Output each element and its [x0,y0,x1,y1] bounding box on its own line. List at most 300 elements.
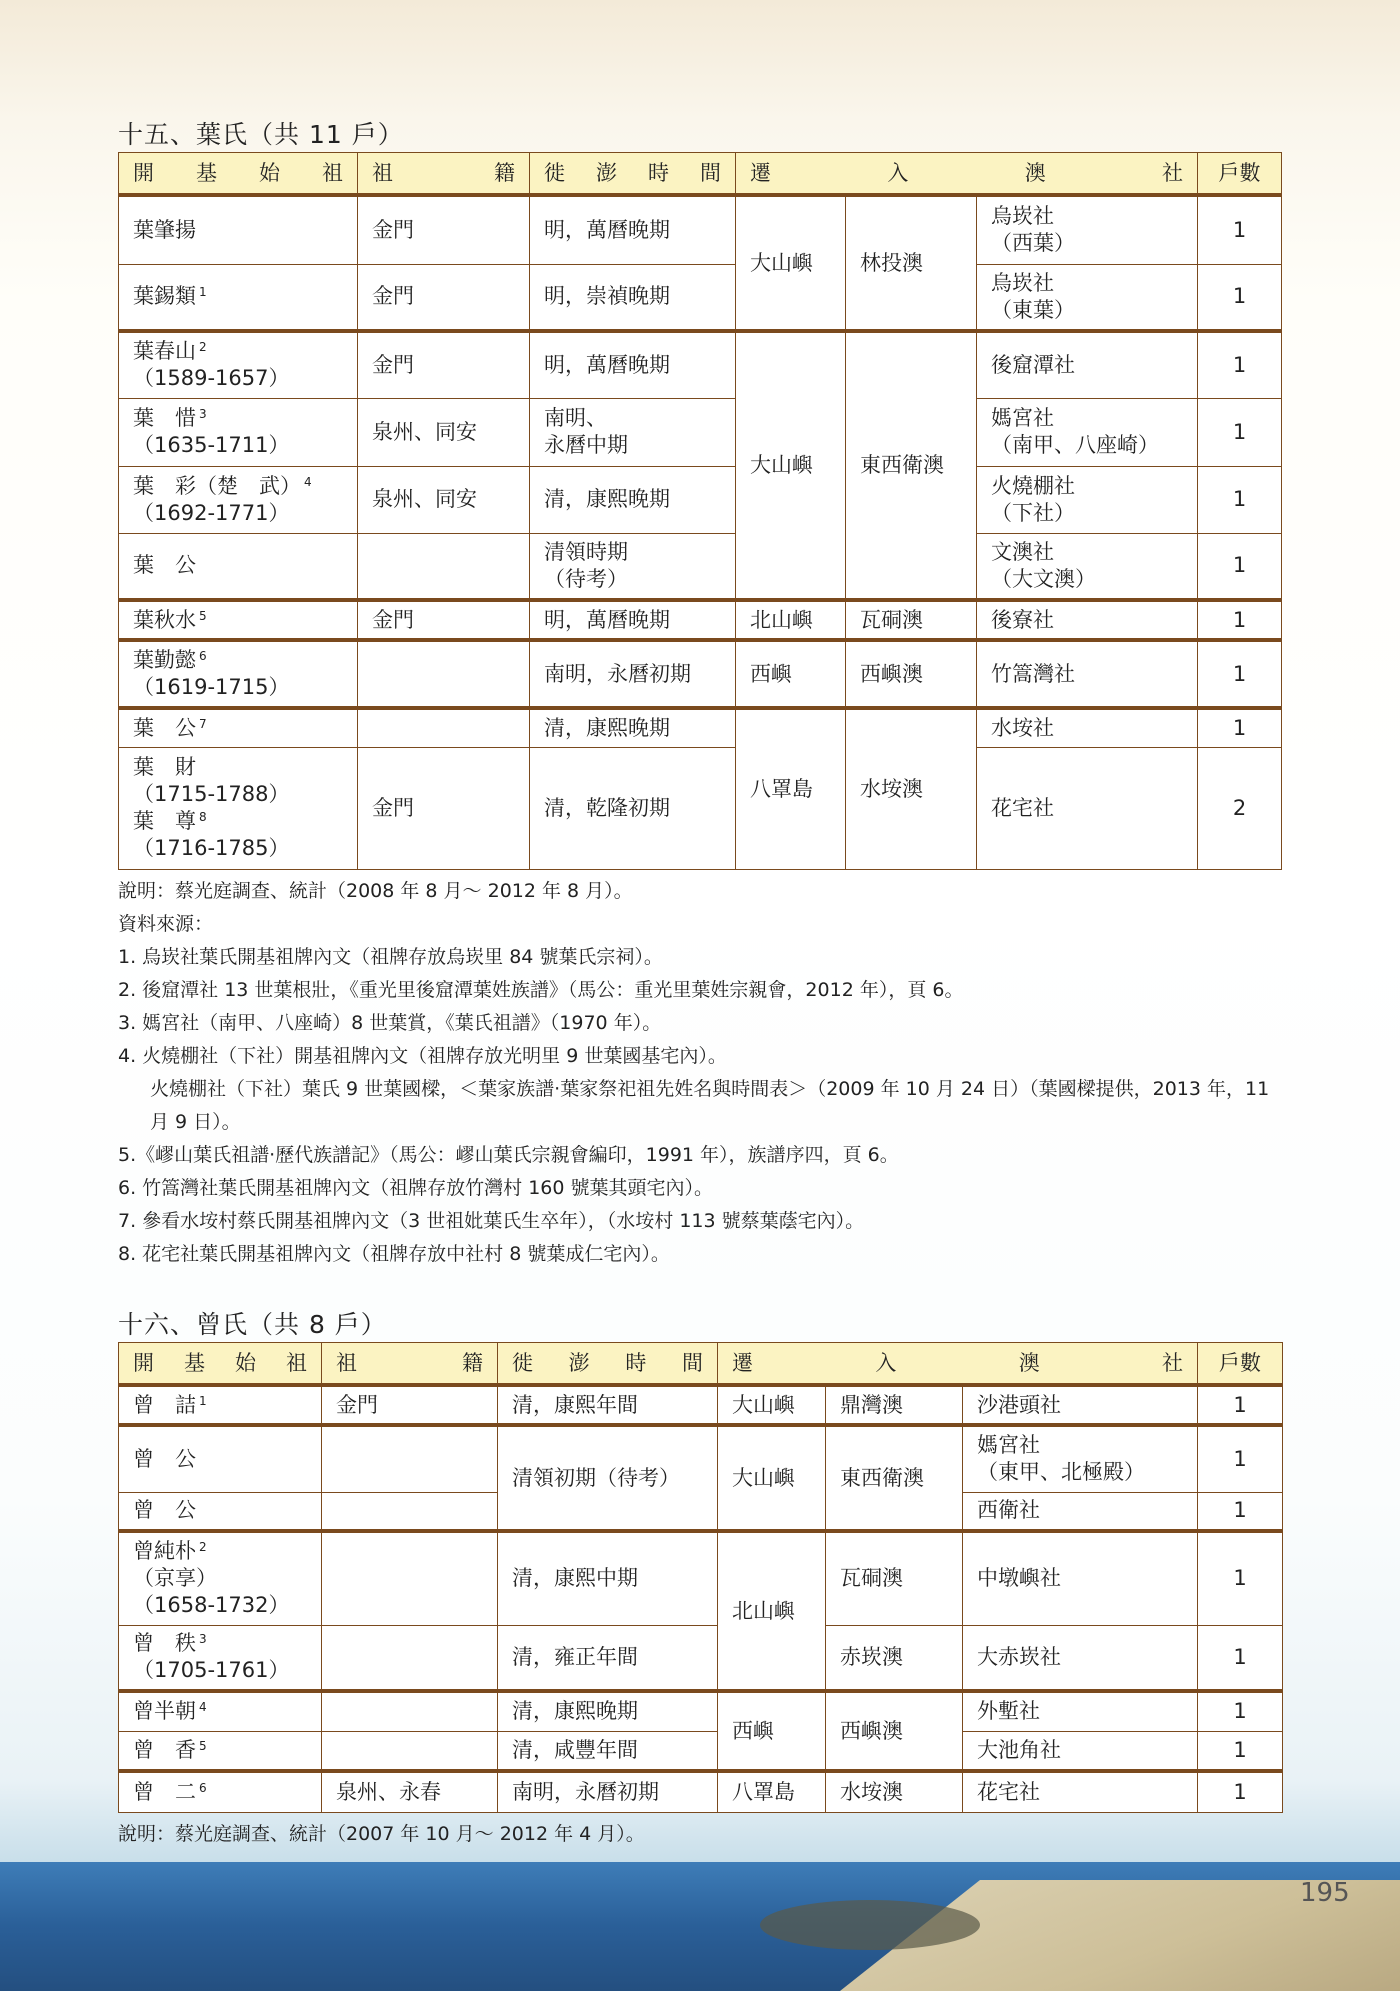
household-count [1198,1691,1283,1731]
cell-text: 西嶼 [732,1718,774,1743]
table-cell [322,1691,498,1731]
life-years: （1619-1715） [133,675,290,699]
table-cell [498,1691,718,1731]
founder-name [119,533,358,600]
table-cell [530,708,736,747]
cell-text: 南明、 永曆中期 [544,406,628,457]
header-char: 基 [196,160,217,185]
founder-name [119,1731,322,1771]
table-cell [718,1425,826,1531]
life-years: （1635-1711） [133,433,290,457]
table-cell [322,1771,498,1812]
cell-text: 後窟潭社 [991,352,1075,377]
table-cell [358,331,530,398]
table-row [119,1691,1283,1731]
cell-text: 1 [1233,1498,1247,1523]
header-char: 開 [133,160,154,185]
footnote-ref: 5 [199,1738,207,1753]
cell-text: 曾半朝 [133,1699,196,1724]
cell-text: 曾純朴 [133,1539,196,1564]
table-row [119,1731,1283,1771]
table-cell [530,195,736,264]
cell-text: 清，雍正年間 [512,1644,638,1669]
table-cell [977,331,1198,398]
cell-text: 2 [1232,795,1247,820]
header-char: 始 [235,1350,256,1375]
cell-text: 文澳社 （大文澳） [991,539,1096,591]
table-cell [736,640,846,708]
cell-text: 曾 香 [133,1737,196,1762]
table-cell [977,533,1198,600]
column-header [530,153,736,196]
cell-text: 竹篙灣社 [991,661,1075,686]
source-item: 4. 火燒棚社（下社）開基祖牌內文（祖牌存放光明里 9 世葉國基宅內）。 [118,1045,727,1067]
cell-text: 西嶼澳 [860,661,923,686]
table-cell [322,1531,498,1625]
cell-text: 瓦硐澳 [840,1566,903,1591]
footnote-ref: 3 [199,407,207,421]
cell-text: 1 [1233,1392,1247,1417]
header-char: 社 [1162,1350,1184,1375]
header-char: 祖 [322,160,343,185]
cell-text: 清領初期（待考） [512,1465,680,1490]
life-years: （1692-1771） [133,500,290,525]
life-years: （1589-1657） [133,366,290,391]
table-cell [977,708,1198,747]
cell-text: 鼎灣澳 [840,1392,903,1417]
founder-name [119,1425,322,1492]
table-cell [963,1492,1198,1531]
cell-text: 金門 [372,795,414,820]
footnote-ref: 6 [199,649,207,663]
cell-text: 1 [1233,1779,1247,1804]
cell-text: 清，康熙晚期 [544,715,670,740]
zeng-survey-explanation: 說明：蔡光庭調查、統計（2007 年 10 月～ 2012 年 4 月）。 [118,1823,645,1845]
table-cell [498,1425,718,1531]
header-char: 時 [648,160,669,185]
cell-text: 西嶼澳 [840,1718,903,1743]
life-years: （1705-1761） [133,1658,290,1683]
table-row [119,640,1282,708]
table-cell [530,533,736,600]
cell-text: 赤崁澳 [840,1644,903,1669]
ye-clan-table [118,152,1282,870]
footnote-ref: 2 [199,340,207,355]
table-cell [530,466,736,533]
cell-text: 1 [1233,1644,1247,1669]
column-header [358,153,530,196]
cell-text: 明，萬曆晚期 [544,217,670,242]
household-count [1198,1531,1283,1625]
table-cell [963,1771,1198,1812]
header-char: 籍 [494,160,515,185]
household-count [1198,264,1282,331]
cell-text: 金門 [372,284,414,309]
cell-text: 花宅社 [977,1779,1040,1804]
cell-text: 曾 詰 [133,1392,196,1417]
cell-text: 火燒棚社 （下社） [991,473,1075,525]
table-cell [736,331,846,600]
table-cell [736,195,846,331]
cell-text: 清，康熙晚期 [544,487,670,511]
cell-text: 東西衛澳 [860,453,944,477]
table-cell [322,1731,498,1771]
table-cell [846,331,977,600]
header-char: 入 [875,1350,897,1375]
footnote-ref: 3 [199,1632,207,1647]
table-cell [718,1771,826,1812]
cell-text: 1 [1232,217,1247,242]
table-row [119,264,1282,331]
founder-name [119,1531,322,1625]
cell-text: 烏崁社 （東葉） [991,270,1075,322]
footnote-ref: 7 [199,716,207,731]
table-cell [826,1771,963,1812]
cell-text: 水垵社 [991,715,1054,740]
cell-text: 東西衛澳 [840,1465,924,1490]
column-header [1198,153,1282,196]
footnote-ref: 4 [304,474,312,489]
table-cell [963,1691,1198,1731]
cell-text: 大赤崁社 [977,1644,1061,1669]
header-char: 徙 [512,1350,533,1375]
column-header [736,153,1198,196]
cell-text: 1 [1233,1699,1247,1724]
table-cell [530,264,736,331]
survey-explanation: 說明：蔡光庭調查、統計（2008 年 8 月～ 2012 年 8 月）。 [118,880,633,902]
table-cell [963,1531,1198,1625]
table-cell [498,1531,718,1625]
source-item: 5.《嵺山葉氏祖譜‧歷代族譜記》（馬公：嵺山葉氏宗親會編印，1991 年），族譜序四，頁 6。 [118,1144,899,1166]
table-cell [977,398,1198,466]
cell-text: 明，萬曆晚期 [544,352,670,377]
cell-text: 泉州、同安 [372,487,477,511]
header-char: 基 [184,1350,205,1375]
ye-notes [118,875,1288,1271]
life-years: （京享） （1658-1732） [133,1566,290,1618]
household-count [1198,533,1282,600]
table-cell [846,708,977,869]
cell-text: 葉 彩（楚 武） [133,473,301,498]
cell-text: 葉 公 [133,715,196,740]
footnote-ref: 1 [199,1393,207,1408]
cell-text: 後寮社 [991,607,1054,632]
table-row [119,466,1282,533]
household-count [1198,1492,1283,1531]
table-cell [963,1425,1198,1492]
sources-label: 資料來源： [118,913,214,935]
cell-text: 八罩島 [732,1779,795,1804]
table-cell [322,1492,498,1531]
cell-text: 清，咸豐年間 [512,1737,638,1762]
header-char: 徙 [544,160,565,185]
cell-text: 葉肇揚 [133,217,196,242]
cell-text: 1 [1233,1737,1247,1762]
cell-text: 1 [1232,352,1247,377]
cell-text: 烏崁社 （西葉） [991,204,1075,256]
table-cell [530,398,736,466]
cell-text: 曾 公 [133,1446,196,1471]
header-char: 遷 [750,160,771,185]
founder-name [119,331,358,398]
table-cell [322,1625,498,1691]
cell-text: 曾 二 [133,1779,196,1804]
header-char: 戶數 [1218,160,1261,185]
table-cell [358,195,530,264]
cell-text: 清，乾隆初期 [544,795,670,820]
table-cell [826,1385,963,1425]
cell-text: 1 [1232,715,1247,740]
table-row [119,1531,1283,1625]
household-count [1198,195,1282,264]
table-cell [826,1691,963,1771]
table-cell [977,600,1198,640]
cell-text: 泉州、永春 [336,1779,441,1804]
cell-text: 南明，永曆初期 [512,1779,659,1804]
header-char: 澳 [1024,160,1046,185]
cell-text: 葉錫類 [133,284,196,309]
founder-name [119,1492,322,1531]
header-char: 入 [887,160,909,185]
footnote-ref: 8 [199,810,207,824]
cell-text: 清，康熙中期 [512,1566,638,1591]
table-row [119,708,1282,747]
table-cell [530,747,736,869]
cell-text: 外塹社 [977,1699,1040,1724]
table-cell [718,1691,826,1771]
table-cell [963,1731,1198,1771]
cell-text: 葉勤懿 [133,648,196,672]
founder-name [119,1385,322,1425]
source-item: 2. 後窟潭社 13 世葉根壯，《重光里後窟潭葉姓族譜》（馬公：重光里葉姓宗親會，2012 年），頁 6。 [118,979,964,1001]
table-cell [498,1771,718,1812]
header-row [119,1343,1283,1386]
household-count [1198,708,1282,747]
footnote-ref: 5 [199,608,207,623]
household-count [1198,1731,1283,1771]
cell-text: 金門 [372,607,414,632]
header-char: 澎 [596,160,617,185]
cell-text: 大山嶼 [750,250,813,275]
table-cell [736,600,846,640]
table-row [119,1625,1283,1691]
table-cell [358,398,530,466]
table-row [119,600,1282,640]
founder-name [119,1771,322,1812]
table-cell [358,747,530,869]
cell-text: 葉 財 （1715-1788） 葉 尊 [133,755,290,833]
header-row [119,153,1282,196]
cell-text: 1 [1232,419,1247,444]
life-years: （1716-1785） [133,836,290,860]
founder-name [119,264,358,331]
footnote-ref: 2 [199,1540,207,1555]
table-cell [358,264,530,331]
source-item: 火燒棚社（下社）葉氏 9 世葉國樑，＜葉家族譜‧葉家祭祀祖先姓名與時間表＞（2009 年 10 月 24 日）（葉國樑提供，2013 年，11 月 9 日）。 [150,1078,1270,1133]
table-cell [358,600,530,640]
header-char: 祖 [336,1350,357,1375]
cell-text: 金門 [336,1392,378,1417]
cell-text: 北山嶼 [750,607,813,632]
table-cell [358,533,530,600]
household-count [1198,1425,1283,1492]
cell-text: 金門 [372,217,414,242]
household-count [1198,1771,1283,1812]
table-row [119,1385,1283,1425]
founder-name [119,640,358,708]
column-header [119,153,358,196]
table-cell [977,747,1198,869]
table-cell [963,1625,1198,1691]
table-row [119,747,1282,869]
footnote-ref: 4 [199,1700,207,1715]
page-number: 195 [1300,1878,1350,1908]
cell-text: 葉 公 [133,553,196,578]
cell-text: 1 [1232,661,1247,686]
table-cell [498,1385,718,1425]
header-char: 社 [1162,160,1184,185]
founder-name [119,1625,322,1691]
table-row [119,195,1282,264]
cell-text: 1 [1232,284,1247,309]
column-header [322,1343,498,1386]
cell-text: 水垵澳 [860,776,923,801]
table-cell [826,1425,963,1531]
header-char: 籍 [462,1350,483,1375]
cell-text: 葉秋水 [133,607,196,632]
founder-name [119,747,358,869]
cell-text: 大池角社 [977,1737,1061,1762]
founder-name [119,466,358,533]
header-char: 祖 [286,1350,307,1375]
source-item: 7. 參看水垵村蔡氏開基祖牌內文（3 世祖妣葉氏生卒年），（水垵村 113 號蔡葉蔭宅內）。 [118,1210,865,1232]
cell-text: 大山嶼 [732,1465,795,1490]
table-cell [826,1625,963,1691]
cell-text: 林投澳 [860,250,923,275]
header-char: 間 [700,160,721,185]
cell-text: 大山嶼 [732,1392,795,1417]
table-cell [358,466,530,533]
header-char: 間 [681,1350,703,1375]
table-cell [846,600,977,640]
table-cell [963,1385,1198,1425]
header-char: 始 [259,160,280,185]
table-cell [530,640,736,708]
cell-text: 曾 公 [133,1498,196,1523]
cell-text: 1 [1233,1566,1247,1591]
household-count [1198,331,1282,398]
table-cell [718,1531,826,1691]
table-cell [498,1731,718,1771]
cell-text: 八罩島 [750,776,813,801]
table-cell [530,331,736,398]
table-cell [530,600,736,640]
header-char: 澎 [568,1350,590,1375]
cell-text: 泉州、同安 [372,419,477,444]
cell-text: 瓦硐澳 [860,607,923,632]
cell-text: 曾 秩 [133,1631,196,1656]
footnote-ref: 6 [199,1780,207,1795]
cell-text: 媽宮社 （東甲、北極殿） [977,1433,1145,1485]
section-title-ye: 十五、葉氏（共 11 戶） [118,120,404,149]
table-cell [358,708,530,747]
cell-text: 大山嶼 [750,453,813,477]
column-header [718,1343,1198,1386]
table-row [119,1425,1283,1492]
source-item: 1. 烏崁社葉氏開基祖牌內文（祖牌存放烏崁里 84 號葉氏宗祠）。 [118,946,663,968]
household-count [1198,640,1282,708]
footnote-ref: 1 [199,285,207,300]
cell-text: 清，康熙年間 [512,1392,638,1417]
cell-text: 1 [1232,487,1247,511]
founder-name [119,708,358,747]
cell-text: 南明，永曆初期 [544,661,691,686]
table-cell [977,195,1198,264]
founder-name [119,398,358,466]
table-row [119,331,1282,398]
cell-text: 媽宮社 （南甲、八座崎） [991,406,1159,457]
founder-name [119,1691,322,1731]
cell-text: 西嶼 [750,661,792,686]
header-char: 戶數 [1219,1350,1262,1375]
rock-photo [760,1900,980,1950]
table-cell [498,1625,718,1691]
header-char: 時 [625,1350,647,1375]
header-char: 澳 [1018,1350,1040,1375]
household-count [1198,1385,1283,1425]
table-cell [322,1425,498,1492]
table-cell [826,1531,963,1625]
cell-text: 沙港頭社 [977,1392,1061,1417]
table-cell [977,264,1198,331]
table-cell [846,195,977,331]
cell-text: 金門 [372,352,414,377]
cell-text: 中墩嶼社 [977,1566,1061,1591]
table-row [119,1771,1283,1812]
cell-text: 花宅社 [991,795,1054,820]
table-cell [736,708,846,869]
header-char: 祖 [372,160,393,185]
founder-name [119,195,358,264]
table-cell [322,1385,498,1425]
cell-text: 葉 惜 [133,406,196,430]
household-count [1198,600,1282,640]
table-cell [846,640,977,708]
header-char: 遷 [732,1350,753,1375]
cell-text: 西衛社 [977,1498,1040,1523]
household-count [1198,747,1282,869]
cell-text: 明，萬曆晚期 [544,607,670,632]
cell-text: 北山嶼 [732,1598,795,1623]
source-item: 8. 花宅社葉氏開基祖牌內文（祖牌存放中社村 8 號葉成仁宅內）。 [118,1243,670,1265]
source-item: 6. 竹篙灣社葉氏開基祖牌內文（祖牌存放竹灣村 160 號葉其頭宅內）。 [118,1177,714,1199]
cell-text: 葉春山 [133,339,196,364]
household-count [1198,398,1282,466]
table-cell [358,640,530,708]
source-item: 3. 媽宮社（南甲、八座崎）8 世葉賞，《葉氏祖譜》（1970 年）。 [118,1012,662,1034]
header-char: 開 [133,1350,154,1375]
founder-name [119,600,358,640]
table-row [119,533,1282,600]
column-header [498,1343,718,1386]
column-header [1198,1343,1283,1386]
section-title-zeng: 十六、曾氏（共 8 戶） [118,1310,387,1339]
cell-text: 清，康熙晚期 [512,1699,638,1724]
cell-text: 1 [1233,1446,1247,1471]
table-cell [977,466,1198,533]
cell-text: 清領時期 （待考） [544,539,628,591]
household-count [1198,1625,1283,1691]
